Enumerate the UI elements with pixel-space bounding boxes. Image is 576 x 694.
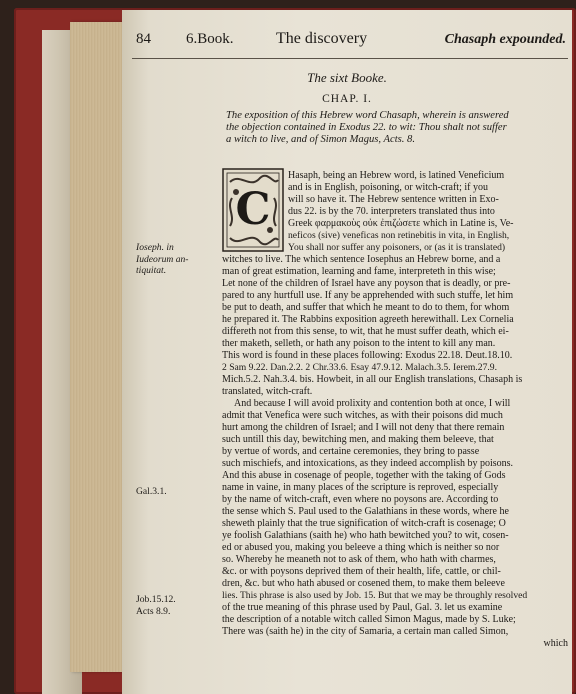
argument-line: a witch to live, and of Simon Magus, Acts. 8.	[226, 134, 416, 146]
running-head-right: Chasaph expounded.	[444, 32, 566, 47]
margin-note-line: Ioseph. in	[136, 242, 174, 253]
text-line: will so have it. The Hebrew sentence written in Exo-	[288, 194, 499, 205]
text-line: such untill this day, bewitching men, and making them beleeve, that	[222, 434, 494, 445]
margin-note-line: Gal.3.1.	[136, 486, 167, 497]
argument-line: The exposition of this Hebrew word Chasaph, wherein is answered	[226, 110, 509, 121]
text-line: 2 Sam 9.22. Dan.2.2. 2 Chr.33.6. Esay 47.9.12. Malach.3.5. Ierem.27.9.	[222, 362, 497, 373]
page-number: 84	[136, 31, 151, 47]
text-line: ye foolish Galathians (saith he) who hath bewitched you? to wit, cosen-	[222, 530, 509, 541]
text-line: be put to death, and suffer that which he meant to do to them, for whom	[222, 302, 510, 313]
text-line: and is in English, poisoning, or witch-craft; if you	[288, 182, 488, 193]
text-line: Greek φαρμακοὺς οὐκ ἐπιζώσετε which in Latine is, Ve-	[288, 218, 514, 229]
margin-note	[136, 486, 216, 498]
text-line: dus 22. is by the 70. interpreters translated thus into	[288, 206, 495, 217]
text-line: man of great estimation, learning and fame, interpreteth in this wise;	[222, 266, 496, 277]
text-line: of the true meaning of this phrase used by Paul, Gal. 3. let us examine	[222, 602, 503, 613]
text-line: Let none of the children of Israel have any poyson that is deadly, or pre-	[222, 278, 511, 289]
text-line: translated, witch-craft.	[222, 386, 313, 397]
chapter-argument	[226, 110, 566, 147]
text-line: he prepared it. The Rabbins exposition agreeth herewithall. Lex Cornelia	[222, 314, 514, 325]
text-line: dren, &c. but who hath abused or cosened them, to make them beleeve	[222, 578, 505, 589]
text-line: by vertue of words, and certaine ceremonies, they bring to passe	[222, 446, 480, 457]
text-line: lies. This phrase is also used by Job. 15. But that we may be throughly resolved	[222, 590, 528, 601]
text-line: differeth not from this sense, to wit, that he must suffer death, which ei-	[222, 326, 509, 337]
margin-note-line: tiquitat.	[136, 265, 167, 276]
margin-note-line: Job.15.12.	[136, 594, 176, 605]
text-line: so. Whereby he meaneth not to ask of them, who hath with charmes,	[222, 554, 496, 565]
text-line: Hasaph, being an Hebrew word, is latined Veneficium	[288, 170, 505, 181]
book-title: The sixt Booke.	[307, 70, 387, 85]
page-header	[136, 30, 566, 54]
margin-note	[136, 242, 216, 277]
text-line: This word is found in these places following: Exodus 22.18. Deut.18.10.	[222, 350, 513, 361]
text-line: neficos (sive) veneficas non retinebitis in vita, in English,	[288, 230, 510, 241]
text-line: witches to live. The which sentence Iosephus an Hebrew borne, and a	[222, 254, 501, 265]
text-line: the description of a notable witch called Simon Magus, made by S. Luke;	[222, 614, 516, 625]
text-line: &c. or with poysons deprived them of their health, life, cattle, or chil-	[222, 566, 501, 577]
text-line: hurt among the children of Israel; and I will not deny that there remain	[222, 422, 505, 433]
text-line: the sense which S. Paul used to the Galathians in these words, where he	[222, 506, 509, 517]
text-line: You shall nor suffer any poisoners, or (as it is translated)	[288, 242, 506, 253]
drop-cap-letter: C	[235, 184, 271, 235]
margin-note	[136, 594, 216, 617]
text-line: admit that Venefica were such witches, as with their poisons did much	[222, 410, 503, 421]
text-line: And this abuse in cosenage of people, together with the taking of Gods	[222, 470, 506, 481]
text-line: ther maketh, selleth, or hath any poison to the intent to kill any man.	[222, 338, 496, 349]
running-title: The discovery	[276, 30, 368, 47]
text-line: Mich.5.2. Nah.3.4. bis. Howbeit, in all our English translations, Chasaph is	[222, 374, 523, 385]
text-line: And because I will avoid prolixity and contention both at once, I will	[234, 398, 511, 409]
book-page	[122, 10, 572, 694]
page-edges	[70, 22, 126, 672]
text-line: ed or abused you, making you beleeve a thing which is neither so nor	[222, 542, 500, 553]
text-line: sheweth plainly that the true signification of witch-craft is cosenage; O	[222, 518, 506, 529]
text-line: by the name of witch-craft, even where no poysons are. According to	[222, 494, 499, 505]
margin-note-line: Acts 8.9.	[136, 605, 171, 617]
body-text	[222, 170, 572, 650]
book-label: 6.Book.	[186, 31, 234, 47]
catchword: which	[543, 638, 568, 649]
chapter-heading: CHAP. I.	[322, 93, 372, 105]
text-line: There was (saith he) in the city of Samaria, a certain man called Simon,	[222, 626, 509, 637]
header-rule	[132, 58, 568, 59]
text-line: such mischiefs, and intoxications, as they indeed accomplish by poisons.	[222, 458, 514, 469]
margin-note-line: Iudeorum an-	[136, 253, 189, 265]
text-line: name in vaine, in many places of the scripture is reproved, especially	[222, 482, 499, 493]
argument-line: the objection contained in Exodus 22. to wit: Thou shalt not suffer	[226, 122, 507, 134]
text-line: pared to any hurtfull use. If any be apprehended with such stuffe, let him	[222, 290, 514, 301]
